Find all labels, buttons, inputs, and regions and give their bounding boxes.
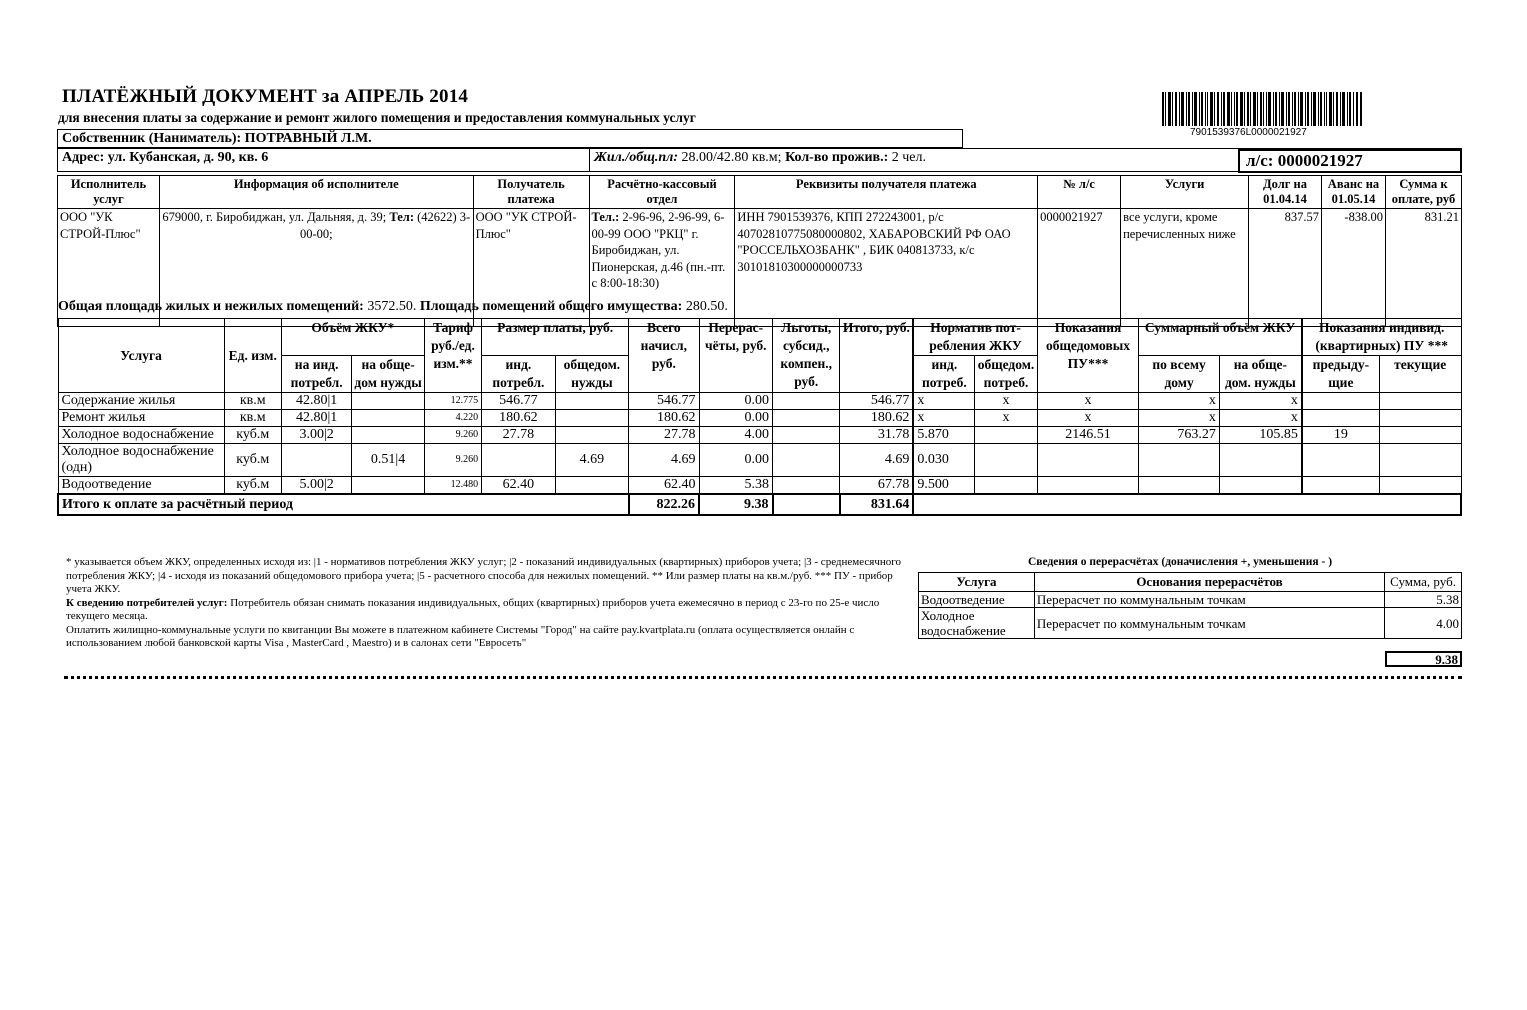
- cell-recalc: 0.00: [699, 410, 772, 427]
- recalc-sum: 4.00: [1385, 608, 1462, 639]
- cell-common-meter: 2146.51: [1037, 427, 1139, 444]
- cell-common-meter: [1037, 477, 1139, 495]
- footnote-payment: Оплатить жилищно-коммунальные услуги по квитанции Вы можете в платежном кабинете Системы "Город" на сайте pay.kvartplata.ru (оплата осуществляется онлайн с использованием любой банковской карты Visa , MasterCard , Maestro) и в салонах сети "Евросеть": [66, 623, 855, 649]
- col-executor-info: Информация об исполнителе: [159, 176, 473, 209]
- cell-vol-common: [352, 393, 424, 410]
- cell-sum-common: x: [1219, 393, 1302, 410]
- recalc-sum: 5.38: [1385, 592, 1462, 608]
- cell-norm-ind: 5.870: [913, 427, 974, 444]
- col-sum-house: по всему дому: [1139, 356, 1220, 393]
- table-row: [58, 477, 1461, 495]
- cell-vol-common: [352, 477, 424, 495]
- col-prev: предыду-щие: [1302, 356, 1379, 393]
- cell-unit: кв.м: [224, 393, 281, 410]
- col-payment-common: общедом. нужды: [555, 356, 628, 393]
- recalc-col-sum: Сумма, руб.: [1385, 573, 1462, 592]
- cell-vol-ind: 42.80|1: [281, 393, 351, 410]
- cell-pay-common: 4.69: [555, 444, 628, 477]
- col-executor: Исполнитель услуг: [58, 176, 160, 209]
- document-title: ПЛАТЁЖНЫЙ ДОКУМЕНТ за АПРЕЛЬ 2014: [62, 86, 469, 107]
- cell-vol-ind: [281, 444, 351, 477]
- col-payment: Размер платы, руб.: [482, 319, 629, 356]
- cell-norm-common: [975, 444, 1037, 477]
- table-row: [58, 444, 1461, 477]
- cell-curr: [1379, 444, 1461, 477]
- cell-benefits: [773, 410, 840, 427]
- recalc-col-reason: Основания перерасчётов: [1034, 573, 1384, 592]
- cell-tariff: 4.220: [424, 410, 481, 427]
- cell-vol-common: [352, 427, 424, 444]
- footnotes: [66, 556, 914, 651]
- cell-service: Ремонт жилья: [58, 410, 224, 427]
- cell-unit: кв.м: [224, 410, 281, 427]
- recalc-row: [919, 592, 1462, 608]
- recalc-service: Холодное водоснабжение: [919, 608, 1035, 639]
- cell-benefits: [773, 393, 840, 410]
- cell-pay-ind: 62.40: [482, 477, 555, 495]
- cell-common-meter: [1037, 444, 1139, 477]
- cell-total: 546.77: [840, 393, 913, 410]
- col-volume: Объём ЖКУ*: [281, 319, 424, 356]
- cell-norm-common: x: [975, 393, 1037, 410]
- recalc-table: [918, 572, 1462, 639]
- cell-prev: [1302, 393, 1379, 410]
- total-sum: 831.64: [840, 494, 913, 515]
- recalc-reason: Перерасчет по коммунальным точкам: [1034, 608, 1384, 639]
- total-empty: [913, 494, 1461, 515]
- table-row: [58, 427, 1461, 444]
- col-volume-common: на обще-дом нужды: [352, 356, 424, 393]
- footnote-volume: * указывается объем ЖКУ, определенных исходя из: |1 - нормативов потребления ЖКУ услуг; |2 - показаний индивидуальных (квартирных) приборов учета; |3 - среднемесячного потребления ЖКУ; |4 - исходя из показаний общедомового прибора учета; |5 - расчетного способа для нежилых помещений. ** Или размер платы на кв.м./руб. *** ПУ - прибор учета ЖКУ.: [66, 556, 902, 595]
- total-label: Итого к оплате за расчётный период: [58, 494, 629, 515]
- col-total-charged: Всего начисл, руб.: [629, 319, 699, 393]
- cell-sum-house: [1139, 477, 1220, 495]
- footnote-info: К сведению потребителей услуг: Потребитель обязан снимать показания индивидуальных, общих (квартирных) приборов учета ежемесячно в период с 23-го по 25-е число текущего месяца.: [66, 596, 880, 622]
- cell-norm-ind: 9.500: [913, 477, 974, 495]
- col-service: Услуга: [58, 319, 224, 393]
- recalc-total: 9.38: [1385, 651, 1462, 667]
- cell-prev: 19: [1302, 427, 1379, 444]
- cell-curr: [1379, 427, 1461, 444]
- recalc-col-service: Услуга: [919, 573, 1035, 592]
- executor-info-cell: 679000, г. Биробиджан, ул. Дальняя, д. 39; Тел: (42622) 3-00-00;: [159, 209, 473, 327]
- executor-cell: ООО "УК СТРОЙ-Плюс": [58, 209, 160, 327]
- table-row: [58, 393, 1461, 410]
- col-requisites: Реквизиты получателя платежа: [735, 176, 1038, 209]
- cell-total-charged: 546.77: [629, 393, 699, 410]
- cell-pay-common: [555, 393, 628, 410]
- recipient-cell: ООО "УК СТРОЙ-Плюс": [473, 209, 589, 327]
- cell-recalc: 5.38: [699, 477, 772, 495]
- col-norm-common: общедом. потреб.: [975, 356, 1037, 393]
- cell-vol-common: [352, 410, 424, 427]
- total-benefits: [773, 494, 840, 515]
- cell-recalc: 0.00: [699, 393, 772, 410]
- charges-table: [57, 318, 1462, 516]
- cell-sum-house: x: [1139, 410, 1220, 427]
- cell-tariff: 12.775: [424, 393, 481, 410]
- cell-norm-ind: x: [913, 393, 974, 410]
- barcode-number: 7901539376L0000021927: [1190, 127, 1307, 138]
- cell-total-charged: 62.40: [629, 477, 699, 495]
- cell-service: Холодное водоснабжение: [58, 427, 224, 444]
- cell-total: 180.62: [840, 410, 913, 427]
- charges-total-row: [58, 494, 1461, 515]
- col-account-no: № л/с: [1038, 176, 1121, 209]
- col-volume-ind: на инд. потребл.: [281, 356, 351, 393]
- cell-total: 67.78: [840, 477, 913, 495]
- table-row: [58, 410, 1461, 427]
- cell-recalc: 0.00: [699, 444, 772, 477]
- address-field: Адрес: ул. Кубанская, д. 90, кв. 6: [62, 150, 269, 165]
- cell-common-meter: x: [1037, 410, 1139, 427]
- col-payment-ind: инд. потребл.: [482, 356, 555, 393]
- total-charged: 822.26: [629, 494, 699, 515]
- recalc-title: Сведения о перерасчётах (доначисления +, уменьшения - ): [1028, 556, 1333, 568]
- cell-norm-common: [975, 427, 1037, 444]
- col-sum-volume: Суммарный объём ЖКУ: [1139, 319, 1302, 356]
- owner-field: Собственник (Наниматель): ПОТРАВНЫЙ Л.М.: [57, 129, 963, 148]
- cell-total: 31.78: [840, 427, 913, 444]
- cell-benefits: [773, 477, 840, 495]
- col-to-pay: Сумма к оплате, руб: [1385, 176, 1461, 209]
- recalc-reason: Перерасчет по коммунальным точкам: [1034, 592, 1384, 608]
- col-debt: Долг на 01.04.14: [1249, 176, 1322, 209]
- cell-curr: [1379, 410, 1461, 427]
- cell-pay-ind: 27.78: [482, 427, 555, 444]
- cell-benefits: [773, 444, 840, 477]
- cell-prev: [1302, 410, 1379, 427]
- cell-sum-common: [1219, 444, 1302, 477]
- cell-pay-common: [555, 477, 628, 495]
- advance-cell: -838.00: [1322, 209, 1386, 327]
- cell-total: 4.69: [840, 444, 913, 477]
- col-recalc: Перерас-чёты, руб.: [699, 319, 772, 393]
- cell-total-charged: 27.78: [629, 427, 699, 444]
- col-norm: Норматив пот-ребления ЖКУ: [913, 319, 1037, 356]
- col-total: Итого, руб.: [840, 319, 913, 393]
- cell-prev: [1302, 444, 1379, 477]
- col-advance: Аванс на 01.05.14: [1322, 176, 1386, 209]
- col-sum-common: на обще-дом. нужды: [1219, 356, 1302, 393]
- services-cell: все услуги, кроме перечисленных ниже: [1121, 209, 1249, 327]
- cell-pay-common: [555, 410, 628, 427]
- barcode-icon: [1162, 92, 1362, 126]
- cell-sum-house: [1139, 444, 1220, 477]
- cell-service: Содержание жилья: [58, 393, 224, 410]
- account-number: л/с: 0000021927: [1238, 149, 1462, 173]
- cell-sum-common: 105.85: [1219, 427, 1302, 444]
- cell-recalc: 4.00: [699, 427, 772, 444]
- col-recipient: Получатель платежа: [473, 176, 589, 209]
- cell-sum-common: [1219, 477, 1302, 495]
- to-pay-cell: 831.21: [1385, 209, 1461, 327]
- cell-common-meter: x: [1037, 393, 1139, 410]
- cell-curr: [1379, 393, 1461, 410]
- col-services: Услуги: [1121, 176, 1249, 209]
- col-curr: текущие: [1379, 356, 1461, 393]
- cell-prev: [1302, 477, 1379, 495]
- cell-norm-common: [975, 477, 1037, 495]
- cell-vol-ind: 42.80|1: [281, 410, 351, 427]
- cell-total-charged: 4.69: [629, 444, 699, 477]
- area-line: Общая площадь жилых и нежилых помещений: 3572.50. Площадь помещений общего имущества: 280.50.: [58, 299, 728, 314]
- cell-unit: куб.м: [224, 427, 281, 444]
- document-subtitle: для внесения платы за содержание и ремонт жилого помещения и предоставления коммунальных услуг: [58, 110, 696, 125]
- cell-sum-house: x: [1139, 393, 1220, 410]
- col-norm-ind: инд. потреб.: [913, 356, 974, 393]
- total-recalc: 9.38: [699, 494, 772, 515]
- cell-norm-ind: x: [913, 410, 974, 427]
- cell-service: Холодное водоснабжение (одн): [58, 444, 224, 477]
- provider-header-row: [58, 176, 1462, 209]
- col-tariff: Тариф руб./ед. изм.**: [424, 319, 481, 393]
- cell-sum-house: 763.27: [1139, 427, 1220, 444]
- cell-unit: куб.м: [224, 477, 281, 495]
- col-ind-meter: Показания индивид. (квартирных) ПУ ***: [1302, 319, 1461, 356]
- cell-benefits: [773, 427, 840, 444]
- cell-tariff: 9.260: [424, 427, 481, 444]
- cell-unit: куб.м: [224, 444, 281, 477]
- recalc-header-row: [919, 573, 1462, 592]
- cell-norm-common: x: [975, 410, 1037, 427]
- cell-pay-ind: [482, 444, 555, 477]
- col-cash-office: Расчётно-кассовый отдел: [589, 176, 735, 209]
- recalc-service: Водоотведение: [919, 592, 1035, 608]
- cell-tariff: 9.260: [424, 444, 481, 477]
- cell-norm-ind: 0.030: [913, 444, 974, 477]
- cell-service: Водоотведение: [58, 477, 224, 495]
- recalc-row: [919, 608, 1462, 639]
- cell-vol-common: 0.51|4: [352, 444, 424, 477]
- cell-vol-ind: 3.00|2: [281, 427, 351, 444]
- cell-total-charged: 180.62: [629, 410, 699, 427]
- col-common-meter: Показания общедомовых ПУ***: [1037, 319, 1139, 393]
- cell-pay-ind: 180.62: [482, 410, 555, 427]
- requisites-cell: ИНН 7901539376, КПП 272243001, р/с 40702810775080000802, ХАБАРОВСКИЙ РФ ОАО "РОССЕЛЬХОЗБАНК" , БИК 040813733, к/с 30101810300000000733: [735, 209, 1038, 327]
- cell-sum-common: x: [1219, 410, 1302, 427]
- debt-cell: 837.57: [1249, 209, 1322, 327]
- cell-curr: [1379, 477, 1461, 495]
- cell-vol-ind: 5.00|2: [281, 477, 351, 495]
- cash-office-cell: Тел.: 2-96-96, 2-96-99, 6-00-99 ООО "РКЦ" г. Биробиджан, ул. Пионерская, д.46 (пн.-пт. с 8:00-18:30): [589, 209, 735, 327]
- cell-tariff: 12.480: [424, 477, 481, 495]
- charges-header-row-1: [58, 319, 1461, 356]
- living-info: Жил./общ.пл: 28.00/42.80 кв.м; Кол-во прожив.: 2 чел.: [594, 150, 927, 165]
- cell-pay-common: [555, 427, 628, 444]
- col-benefits: Льготы, субсид., компен., руб.: [773, 319, 840, 393]
- col-unit: Ед. изм.: [224, 319, 281, 393]
- account-no-cell: 0000021927: [1038, 209, 1121, 327]
- cell-pay-ind: 546.77: [482, 393, 555, 410]
- cut-line: [64, 676, 1462, 679]
